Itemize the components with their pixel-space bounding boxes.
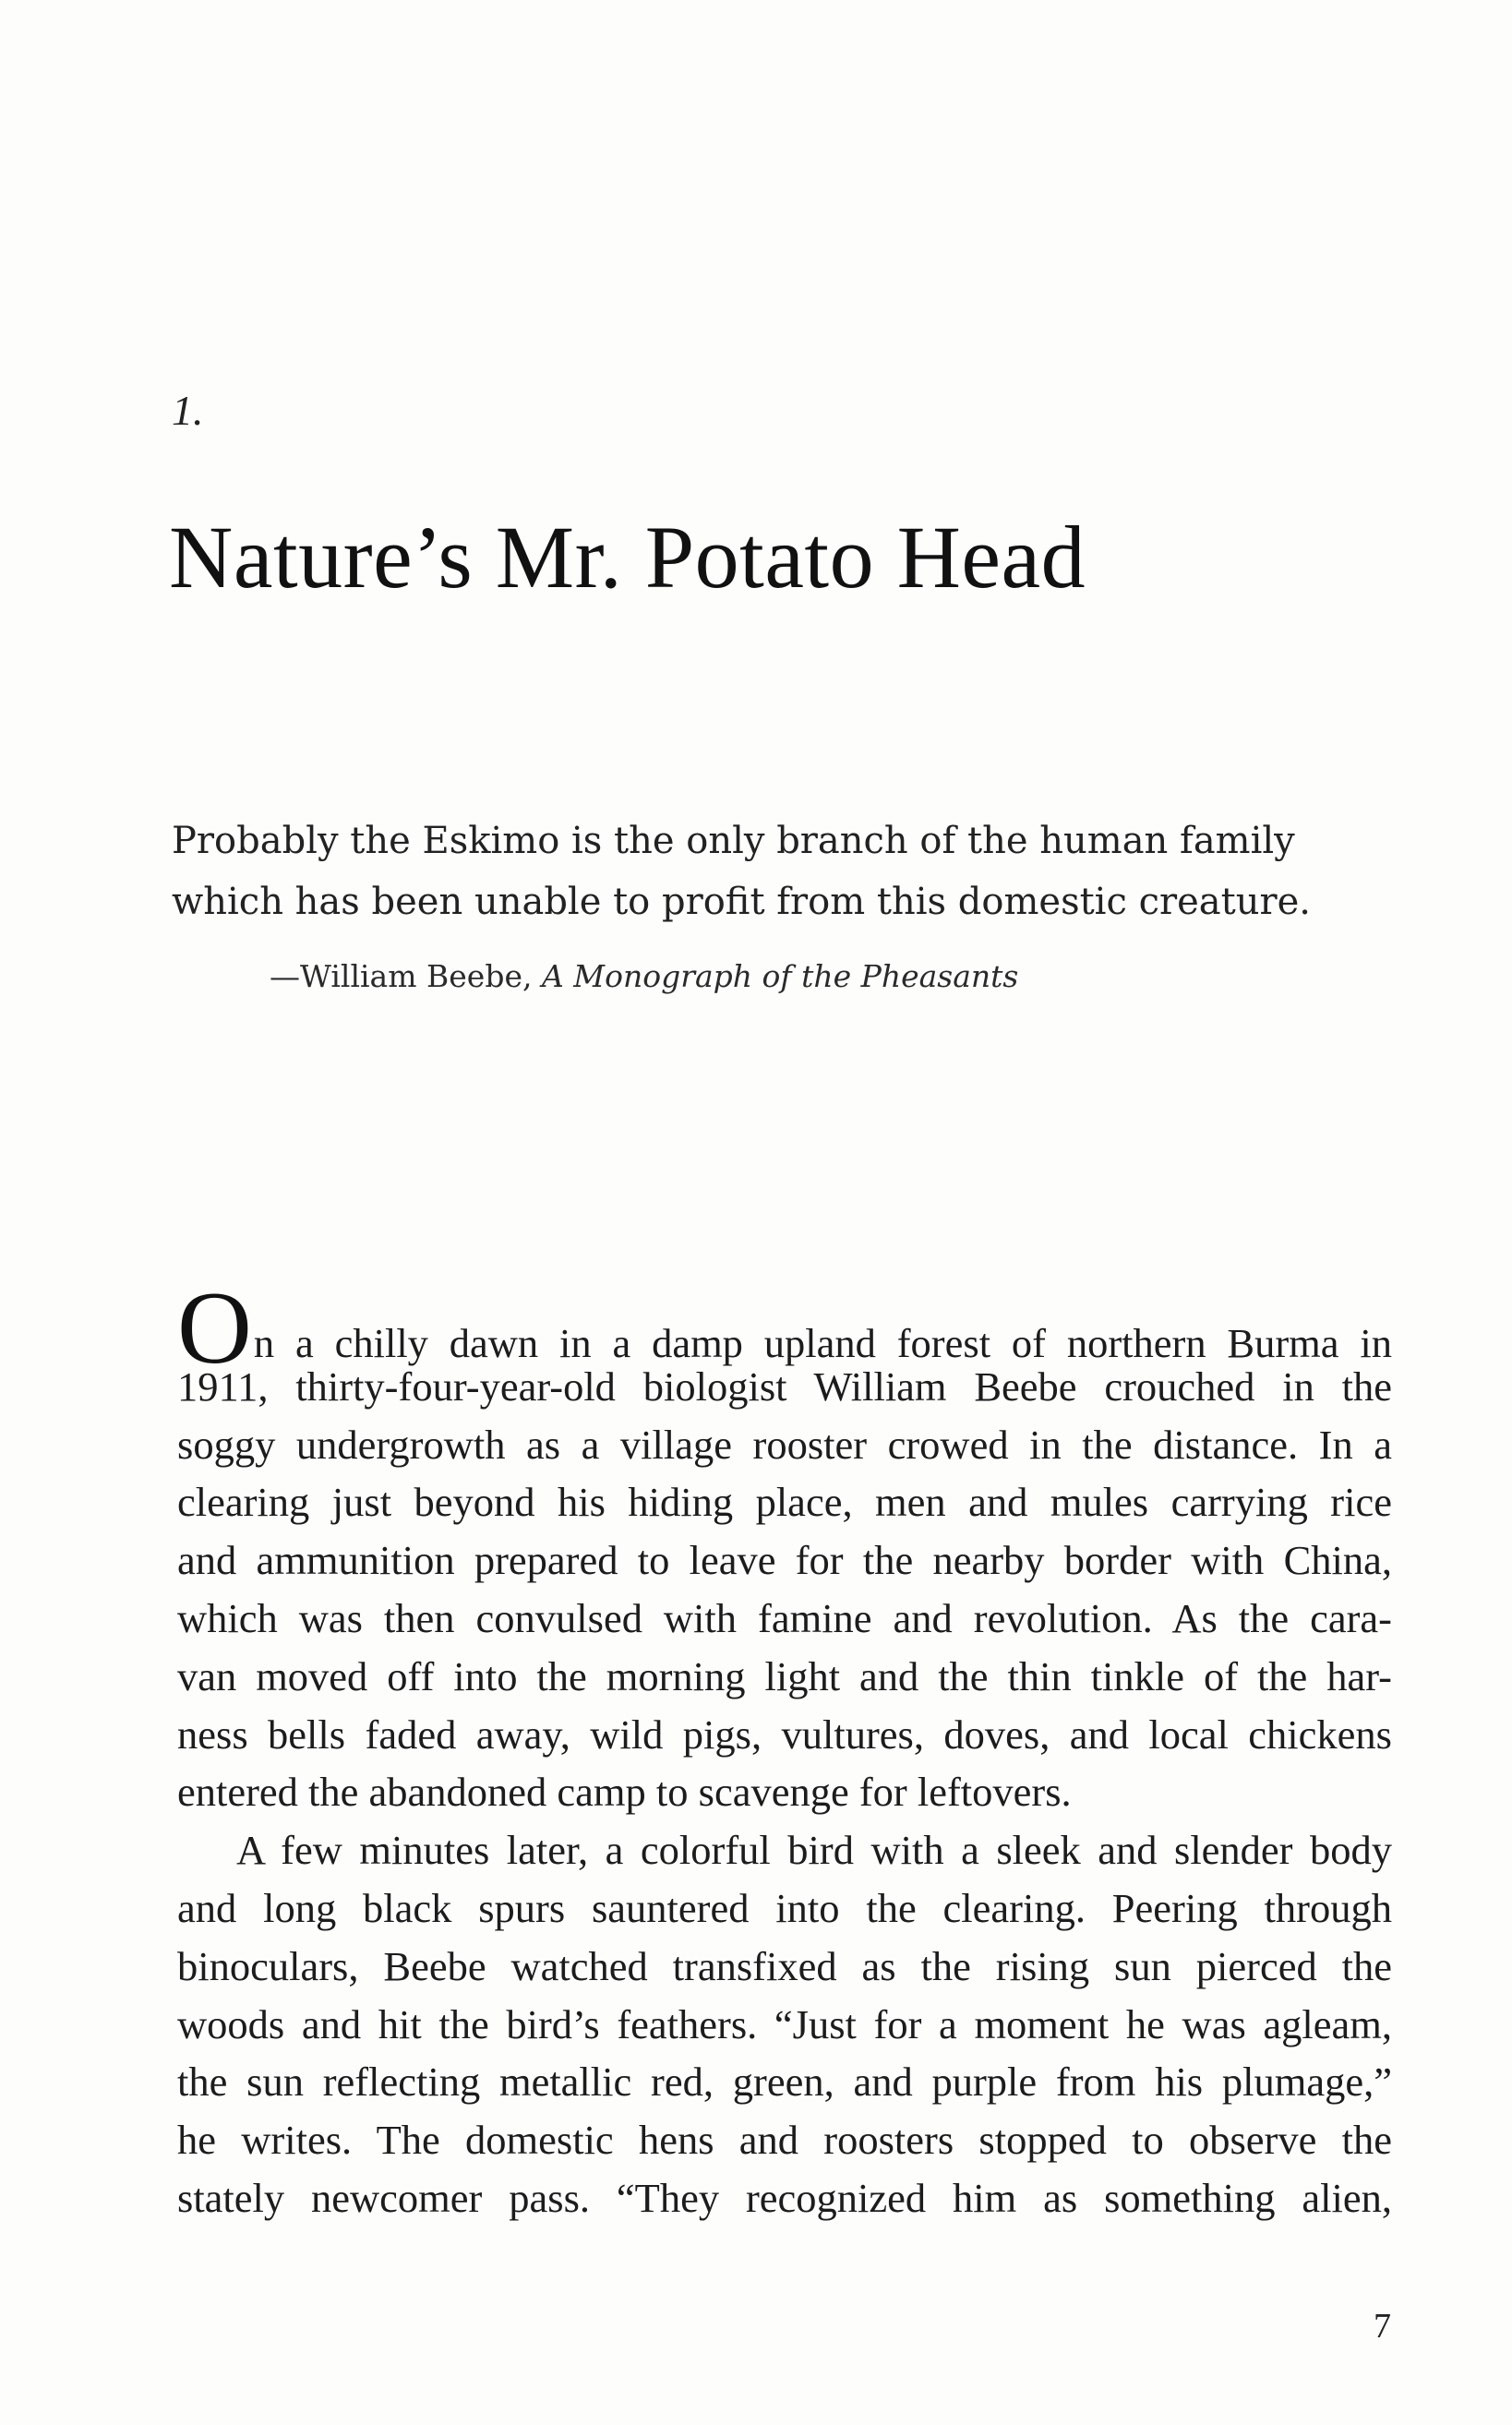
paragraph-line: he writes. The domestic hens and roosters stopped to observe the (177, 2117, 1392, 2164)
paragraph-line: van moved off into the morning light and the thin tinkle of the har- (177, 1652, 1392, 1699)
epigraph-work-title: A Monograph of the Pheasants (541, 958, 1019, 994)
chapter-number: 1. (172, 387, 204, 434)
chapter-title: Nature’s Mr. Potato Head (169, 508, 1086, 606)
paragraph-line: A few minutes later, a colorful bird with a sleek and slender body (236, 1827, 1392, 1874)
epigraph-attribution (270, 958, 1018, 994)
paragraph-line: and long black spurs sauntered into the clearing. Peering through (177, 1884, 1392, 1931)
epigraph-author: —William Beebe, (270, 958, 542, 994)
paragraph-line: 1911, thirty-four-year-old biologist William Beebe crouched in the (177, 1363, 1392, 1410)
paragraph-line: which was then convulsed with famine and revolution. As the cara- (177, 1594, 1392, 1641)
paragraph-line: binoculars, Beebe watched transfixed as the rising sun pierced the (177, 1942, 1392, 1989)
paragraph-line (177, 1271, 1392, 1386)
paragraph-line: and ammunition prepared to leave for the nearby border with China, (177, 1537, 1392, 1584)
paragraph-line: woods and hit the bird’s feathers. “Just for a moment he was agleam, (177, 2000, 1392, 2047)
paragraph-line: entered the abandoned camp to scavenge for leftovers. (177, 1769, 1072, 1816)
paragraph-line: the sun reflecting metallic red, green, and purple from his plumage,” (177, 2059, 1392, 2106)
paragraph-2 (177, 1821, 1392, 2227)
body-text (177, 1271, 1392, 2227)
epigraph-quote (172, 810, 1311, 932)
drop-cap: O (177, 1271, 252, 1386)
page-number: 7 (1374, 2307, 1391, 2346)
paragraph-line-text: n a chilly dawn in a damp upland forest of northern Burma in (253, 1320, 1392, 1366)
paragraph-1 (177, 1271, 1392, 1821)
paragraph-line: ness bells faded away, wild pigs, vultures, doves, and local chickens (177, 1711, 1392, 1758)
epigraph-line: which has been unable to profit from this domestic creature. (172, 881, 1311, 923)
paragraph-line: clearing just beyond his hiding place, men and mules carrying rice (177, 1479, 1392, 1526)
paragraph-line: soggy undergrowth as a village rooster crowed in the distance. In a (177, 1421, 1392, 1468)
paragraph-line: stately newcomer pass. “They recognized him as something alien, (177, 2174, 1392, 2221)
epigraph-line: Probably the Eskimo is the only branch of the human family (172, 820, 1295, 862)
